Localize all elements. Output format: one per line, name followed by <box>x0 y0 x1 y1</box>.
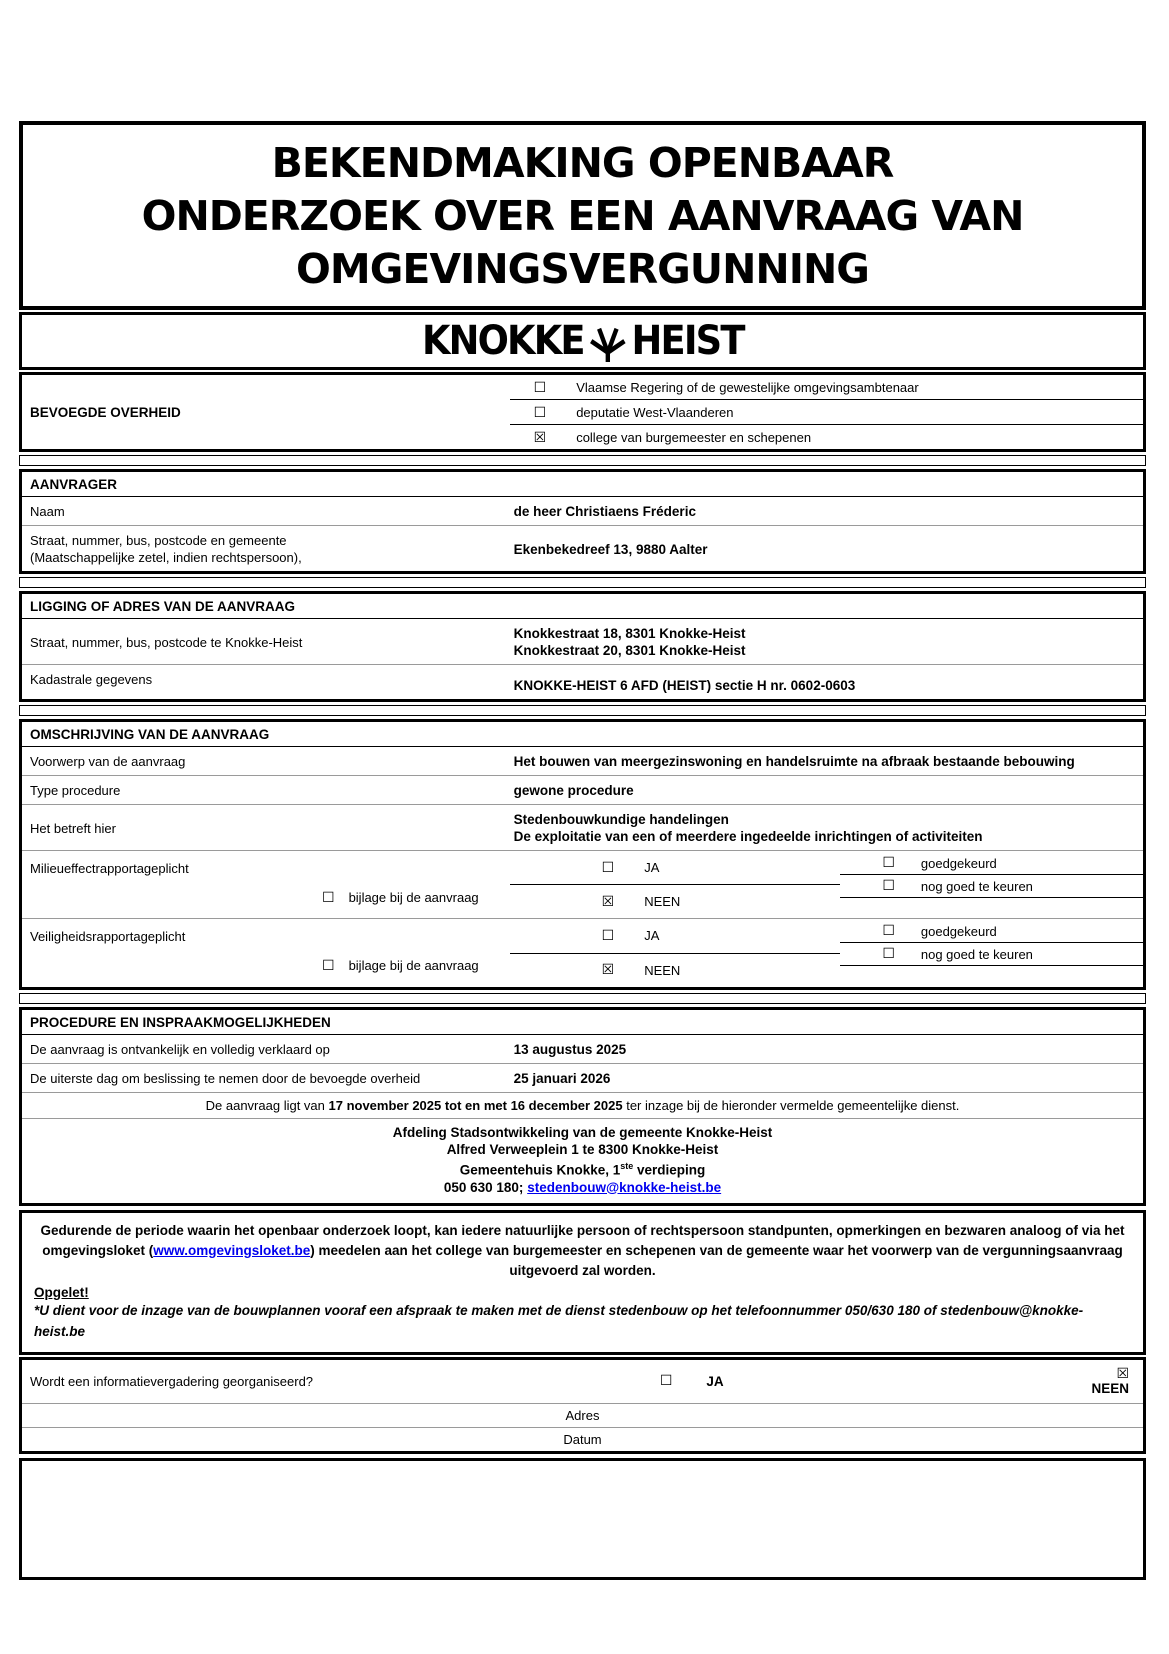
section-divider <box>19 455 1146 466</box>
inzage-period: 17 november 2025 tot en met 16 december 2025 <box>328 1098 623 1113</box>
milieu-bijlage-label: bijlage bij de aanvraag <box>348 890 479 905</box>
page-title-line-1: BEKENDMAKING OPENBAAR <box>271 139 894 187</box>
veiligheid-ja-option <box>510 919 841 954</box>
milieu-goedgekeurd-label: goedgekeurd <box>920 855 997 871</box>
empty-remarks-box <box>19 1458 1146 1580</box>
milieu-neen-checkbox[interactable]: ☒ <box>601 893 615 910</box>
veiligheid-bijlage-checkbox[interactable]: ☐ <box>322 958 335 974</box>
option-college <box>510 425 1143 449</box>
naam-label: Naam <box>30 504 65 519</box>
omschrijving-header: OMSCHRIJVING VAN DE AANVRAAG <box>22 722 1143 747</box>
ligging-header: LIGGING OF ADRES VAN DE AANVRAAG <box>22 594 1143 619</box>
milieu-neen-option <box>510 885 841 918</box>
betreft-line2: De exploitatie van een of meerdere ingedeelde inrichtingen of activiteiten <box>513 829 983 844</box>
type-procedure-value: gewone procedure <box>513 783 634 798</box>
field-row-naam <box>22 497 1143 526</box>
afspraak-note: *U dient voor de inzage van de bouwplannen vooraf een afspraak te maken met de dienst stedenbouw op het telefoonnummer 050/630 180 of stedenbouw@knokke-heist.be <box>34 1302 1084 1339</box>
title-box <box>19 121 1146 310</box>
milieu-bijlage <box>30 890 510 905</box>
datum-row: Datum <box>563 1431 602 1447</box>
milieu-ja-checkbox[interactable]: ☐ <box>601 859 615 876</box>
inzage-sentence <box>22 1093 1143 1119</box>
stedenbouw-email-link[interactable]: stedenbouw@knokke-heist.be <box>527 1179 722 1195</box>
field-row-kadaster <box>22 665 1143 699</box>
veiligheid-neen-label: NEEN <box>644 962 681 978</box>
kadaster-value: KNOKKE-HEIST 6 AFD (HEIST) sectie H nr. 0602-0603 <box>513 678 856 693</box>
veiligheid-nog-option <box>840 943 1143 966</box>
knokke-heist-spark-icon <box>587 324 627 362</box>
dienst-line4 <box>22 1179 1143 1196</box>
betreft-value <box>510 805 1143 850</box>
veiligheid-bijlage-label: bijlage bij de aanvraag <box>348 958 479 973</box>
logo-box <box>19 312 1146 370</box>
aanvrager-adres-label-line1: Straat, nummer, bus, postcode en gemeente <box>30 533 287 548</box>
bezwaar-text-before: Gedurende de periode waarin het openbaar onderzoek loopt, kan iedere natuurlijke persoon of rechtspersoon standpunten, opmerkingen en bezwaren analoog of via het omgevingsloket ( <box>40 1222 1125 1258</box>
milieu-ja-option <box>510 851 841 885</box>
ligging-adres-value <box>510 619 1143 664</box>
section-divider <box>19 577 1146 588</box>
verklaard-label: De aanvraag is ontvankelijk en volledig verklaard op <box>30 1042 330 1057</box>
ligging-adres-line2: Knokkestraat 20, 8301 Knokke-Heist <box>513 643 746 658</box>
info-question: Wordt een informatievergadering georganiseerd? <box>30 1373 314 1389</box>
page-title-line-3: OMGEVINGSVERGUNNING <box>296 245 869 293</box>
veiligheid-bijlage <box>30 958 510 973</box>
veiligheid-ja-checkbox[interactable]: ☐ <box>601 927 615 944</box>
dienst-line1: Afdeling Stadsontwikkeling van de gemeente Knokke-Heist <box>392 1125 773 1140</box>
veiligheid-nog-checkbox[interactable]: ☐ <box>882 946 895 962</box>
section-procedure <box>19 1007 1146 1206</box>
veiligheid-neen-checkbox[interactable]: ☒ <box>601 962 615 979</box>
knokke-heist-logo <box>422 318 744 364</box>
veiligheid-goedgekeurd-label: goedgekeurd <box>920 923 997 939</box>
type-procedure-label: Type procedure <box>30 783 121 798</box>
opgelet-label: Opgelet! <box>34 1284 89 1300</box>
milieu-goedgekeurd-checkbox[interactable]: ☐ <box>882 855 895 871</box>
kadaster-label: Kadastrale gegevens <box>30 672 153 687</box>
row-milieueffectrapportageplicht <box>22 851 1143 919</box>
section-bevoegde-overheid <box>19 372 1146 452</box>
milieu-nog-option <box>840 875 1143 898</box>
veiligheid-goedgekeurd-option <box>840 920 1143 943</box>
aanvrager-adres-value: Ekenbekedreef 13, 9880 Aalter <box>513 541 708 557</box>
milieu-bijlage-checkbox[interactable]: ☐ <box>322 890 335 906</box>
naam-value: de heer Christiaens Fréderic <box>513 504 696 519</box>
dienst-line2: Alfred Verweeplein 1 te 8300 Knokke-Heist <box>446 1142 719 1157</box>
dienst-line3: Gemeentehuis Knokke, 1ste verdieping <box>459 1161 706 1178</box>
field-row-uiterste-dag <box>22 1064 1143 1093</box>
milieu-nog-checkbox[interactable]: ☐ <box>882 878 895 894</box>
row-veiligheidsrapportageplicht <box>22 919 1143 987</box>
info-neen-checkbox[interactable]: ☒ <box>1116 1365 1129 1382</box>
aanvrager-adres-label <box>22 526 510 571</box>
info-ja-option <box>660 1374 947 1389</box>
procedure-header: PROCEDURE EN INSPRAAKMOGELIJKHEDEN <box>22 1010 1143 1035</box>
veiligheid-nog-label: nog goed te keuren <box>920 946 1033 962</box>
checkbox-vlaamse-regering[interactable]: ☐ <box>533 379 547 396</box>
info-neen-option <box>947 1367 1135 1396</box>
section-bezwaar <box>19 1210 1146 1355</box>
bevoegde-overheid-label: BEVOEGDE OVERHEID <box>30 404 181 420</box>
milieu-goedgekeurd-option <box>840 852 1143 875</box>
ligging-adres-line1: Knokkestraat 18, 8301 Knokke-Heist <box>513 626 746 641</box>
bezwaar-paragraph <box>34 1221 1131 1281</box>
option-label-college: college van burgemeester en schepenen <box>576 430 812 445</box>
milieu-neen-label: NEEN <box>644 894 681 909</box>
dienst-block <box>22 1119 1143 1203</box>
inzage-suffix: ter inzage bij de hieronder vermelde gemeentelijke dienst. <box>622 1098 960 1113</box>
section-divider <box>19 705 1146 716</box>
voorwerp-label: Voorwerp van de aanvraag <box>30 754 186 769</box>
logo-text-left: KNOKKE <box>421 318 584 364</box>
ligging-adres-label: Straat, nummer, bus, postcode te Knokke-Heist <box>30 634 303 650</box>
verklaard-value: 13 augustus 2025 <box>513 1042 627 1057</box>
adres-row: Adres <box>22 1404 1143 1428</box>
field-row-ligging-adres <box>22 619 1143 665</box>
info-neen-label: NEEN <box>1091 1380 1129 1396</box>
logo-text-right: HEIST <box>631 318 744 364</box>
milieu-nog-label: nog goed te keuren <box>920 878 1033 894</box>
veiligheid-label: Veiligheidsrapportageplicht <box>30 929 186 944</box>
uiterste-label: De uiterste dag om beslissing te nemen door de bevoegde overheid <box>30 1071 421 1086</box>
veiligheid-ja-label: JA <box>644 928 660 944</box>
uiterste-value: 25 januari 2026 <box>513 1071 611 1086</box>
voorwerp-value: Het bouwen van meergezinswoning en handelsruimte na afbraak bestaande bebouwing <box>513 754 1075 769</box>
veiligheid-neen-option <box>510 954 841 988</box>
betreft-label: Het betreft hier <box>30 820 116 836</box>
omgevingsloket-link[interactable]: www.omgevingsloket.be <box>153 1242 311 1258</box>
option-label-deputatie: deputatie West-Vlaanderen <box>576 405 734 420</box>
page-title-line-2: ONDERZOEK OVER EEN AANVRAAG VAN <box>141 192 1024 240</box>
aanvrager-adres-label-line2: (Maatschappelijke zetel, indien rechtspersoon), <box>30 550 302 565</box>
section-divider <box>19 993 1146 1004</box>
field-row-voorwerp <box>22 747 1143 776</box>
announcement-form <box>19 121 1146 1580</box>
option-vlaamse-regering <box>510 375 1143 400</box>
field-row-verklaard <box>22 1035 1143 1064</box>
info-question-row <box>22 1360 1143 1404</box>
field-row-type-procedure <box>22 776 1143 805</box>
field-row-aanvrager-adres <box>22 526 1143 571</box>
info-ja-label: JA <box>706 1373 724 1389</box>
checkbox-deputatie[interactable]: ☐ <box>533 404 547 421</box>
veiligheid-goedgekeurd-checkbox[interactable]: ☐ <box>882 923 895 939</box>
checkbox-college[interactable]: ☒ <box>533 429 547 446</box>
section-aanvrager <box>19 469 1146 574</box>
betreft-line1: Stedenbouwkundige handelingen <box>513 812 729 827</box>
bezwaar-text-after: ) meedelen aan het college van burgemeester en schepenen van de gemeente waar het voorwerp van de vergunningsaanvraag uitgevoerd zal worden. <box>310 1242 1123 1278</box>
aanvrager-header: AANVRAGER <box>22 472 1143 497</box>
section-omschrijving <box>19 719 1146 990</box>
option-label-vlaamse-regering: Vlaamse Regering of de gewestelijke omgevingsambtenaar <box>576 380 919 395</box>
milieu-label: Milieueffectrapportageplicht <box>30 861 189 876</box>
dienst-phone: 050 630 180; <box>443 1179 528 1195</box>
option-deputatie <box>510 400 1143 425</box>
section-ligging <box>19 591 1146 702</box>
milieu-ja-label: JA <box>644 860 660 875</box>
info-ja-checkbox[interactable]: ☐ <box>659 1373 673 1389</box>
field-row-betreft <box>22 805 1143 851</box>
inzage-prefix: De aanvraag ligt van <box>205 1098 329 1113</box>
section-informatievergadering <box>19 1357 1146 1454</box>
